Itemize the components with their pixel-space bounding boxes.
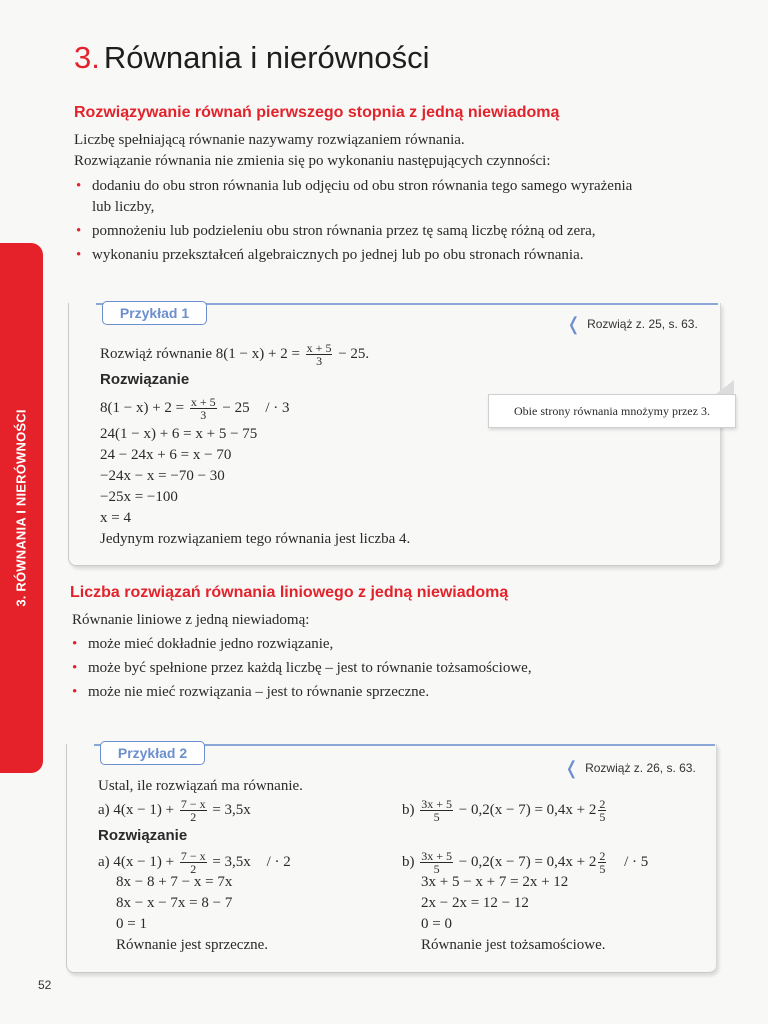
section2-heading: Liczba rozwiązań równania liniowego z jedną niewiadomą [70, 584, 509, 601]
b-operation: / · 5 [624, 853, 649, 870]
b-prefix: b) [402, 801, 415, 818]
b-prefix: b) [402, 853, 415, 870]
section1-bullet-list [74, 176, 632, 269]
a-suffix: = 3,5x [212, 801, 251, 818]
chapter-title [74, 40, 430, 76]
a-prefix: a) 4(x − 1) + [98, 801, 175, 818]
example1-task-prefix: Rozwiąż równanie 8(1 − x) + 2 = [100, 345, 300, 362]
b-conclusion: Równanie jest tożsamościowe. [421, 937, 606, 953]
example2-b-steps [421, 872, 606, 956]
step1-prefix: 8(1 − x) + 2 = [100, 399, 185, 416]
section2-paragraph1: Równanie liniowe z jedną niewiadomą: [72, 612, 310, 628]
bookmark-icon: ❬ [566, 314, 582, 334]
example1-label: Przykład 1 [102, 301, 207, 325]
a-operation: / · 2 [266, 853, 291, 870]
list-item-continuation-text: lub liczby, [92, 199, 155, 215]
list-item: • wykonaniu przekształceń algebraicznych po jednej lub po obu stronach równania. [74, 245, 632, 266]
b-mixed-fraction [598, 798, 606, 823]
fraction-denominator: 2 [190, 810, 197, 824]
equation-step: −24x − x = −70 − 30 [100, 468, 225, 484]
a-conclusion: Równanie jest sprzeczne. [116, 937, 269, 953]
a-prefix: a) 4(x − 1) + [98, 853, 175, 870]
example2-a-equation [98, 798, 251, 823]
list-item: • może być spełnione przez każdą liczbę – jest to równanie tożsamościowe, [70, 658, 532, 679]
page-number: 52 [38, 978, 52, 992]
example1-solution-heading: Rozwiązanie [100, 371, 190, 388]
fraction-denominator: 5 [433, 810, 440, 824]
side-tab-label: 3. RÓWNANIA I NIERÓWNOŚCI [13, 409, 29, 607]
fraction-numerator: x + 5 [306, 341, 332, 355]
fraction-numerator: 3x + 5 [421, 849, 453, 863]
example1-task-suffix: − 25. [338, 345, 370, 362]
list-item-continuation [74, 197, 632, 218]
equation-step: 0 = 0 [421, 916, 452, 932]
step1-operation: / · 3 [265, 399, 290, 416]
chapter-number: 3. [74, 40, 100, 75]
b-middle: − 0,2(x − 7) = 0,4x + 2 [458, 801, 597, 818]
example2-b-equation [402, 798, 608, 823]
section2-bullet-list [70, 634, 532, 706]
example2-reference-text: Rozwiąż z. 26, s. 63. [585, 761, 696, 775]
fraction-numerator: 3x + 5 [421, 797, 453, 811]
example1-conclusion: Jedynym rozwiązaniem tego równania jest liczba 4. [100, 531, 411, 547]
example1-reference [566, 314, 698, 335]
example1-task-fraction [306, 342, 333, 367]
example1-steps [100, 424, 410, 550]
equation-step: x = 4 [100, 510, 131, 526]
fraction-numerator: 7 − x [180, 797, 206, 811]
fraction-numerator: x + 5 [190, 395, 216, 409]
example1-step1 [100, 396, 290, 421]
section1-paragraph1: Liczbę spełniającą równanie nazywamy rozwiązaniem równania. [74, 132, 465, 148]
fraction-denominator: 3 [200, 408, 207, 422]
example1-task [100, 342, 369, 367]
side-note: Obie strony równania mnożymy przez 3. [488, 394, 736, 428]
example2-solution-heading: Rozwiązanie [98, 827, 188, 844]
list-item: • może nie mieć rozwiązania – jest to równanie sprzeczne. [70, 682, 532, 703]
equation-step: 8x − 8 + 7 − x = 7x [116, 874, 233, 890]
fraction-denominator: 2 [190, 862, 197, 876]
equation-step: 3x + 5 − x + 7 = 2x + 12 [421, 874, 569, 890]
equation-step: 24 − 24x + 6 = x − 70 [100, 447, 232, 463]
equation-step: 8x − x − 7x = 8 − 7 [116, 895, 233, 911]
note-corner [716, 380, 734, 394]
b-fraction [420, 798, 453, 823]
bookmark-icon: ❬ [564, 758, 580, 778]
example2-label: Przykład 2 [100, 741, 205, 765]
example2-task: Ustal, ile rozwiązań ma równanie. [98, 778, 303, 794]
section1-paragraph2: Rozwiązanie równania nie zmienia się po wykonaniu następujących czynności: [74, 153, 551, 169]
a-fraction [180, 798, 207, 823]
fraction-denominator: 5 [433, 862, 440, 876]
step1-suffix: − 25 [222, 399, 250, 416]
equation-step: 2x − 2x = 12 − 12 [421, 895, 529, 911]
step1-fraction [190, 396, 217, 421]
fraction-denominator: 3 [316, 354, 323, 368]
list-item: • może mieć dokładnie jedno rozwiązanie, [70, 634, 532, 655]
equation-step: 0 = 1 [116, 916, 147, 932]
equation-step: 24(1 − x) + 6 = x + 5 − 75 [100, 426, 258, 442]
example1-reference-text: Rozwiąż z. 25, s. 63. [587, 317, 698, 331]
list-item: • pomnożeniu lub podzieleniu obu stron równania przez tę samą liczbę różną od zera, [74, 221, 632, 242]
fraction-denominator: 5 [599, 862, 606, 876]
chapter-title-text: Równania i nierówności [103, 40, 430, 75]
example2-reference [564, 758, 696, 779]
section1-heading: Rozwiązywanie równań pierwszego stopnia z jedną niewiadomą [74, 104, 560, 121]
example2-a-steps [116, 872, 268, 956]
fraction-denominator: 5 [599, 810, 606, 824]
a-suffix: = 3,5x [212, 853, 251, 870]
list-item: • dodaniu do obu stron równania lub odjęciu od obu stron równania tego samego wyrażenia [74, 176, 632, 197]
equation-step: −25x = −100 [100, 489, 178, 505]
fraction-numerator: 2 [599, 849, 606, 863]
b-middle: − 0,2(x − 7) = 0,4x + 2 [458, 853, 597, 870]
fraction-numerator: 2 [599, 797, 606, 811]
fraction-numerator: 7 − x [180, 849, 206, 863]
